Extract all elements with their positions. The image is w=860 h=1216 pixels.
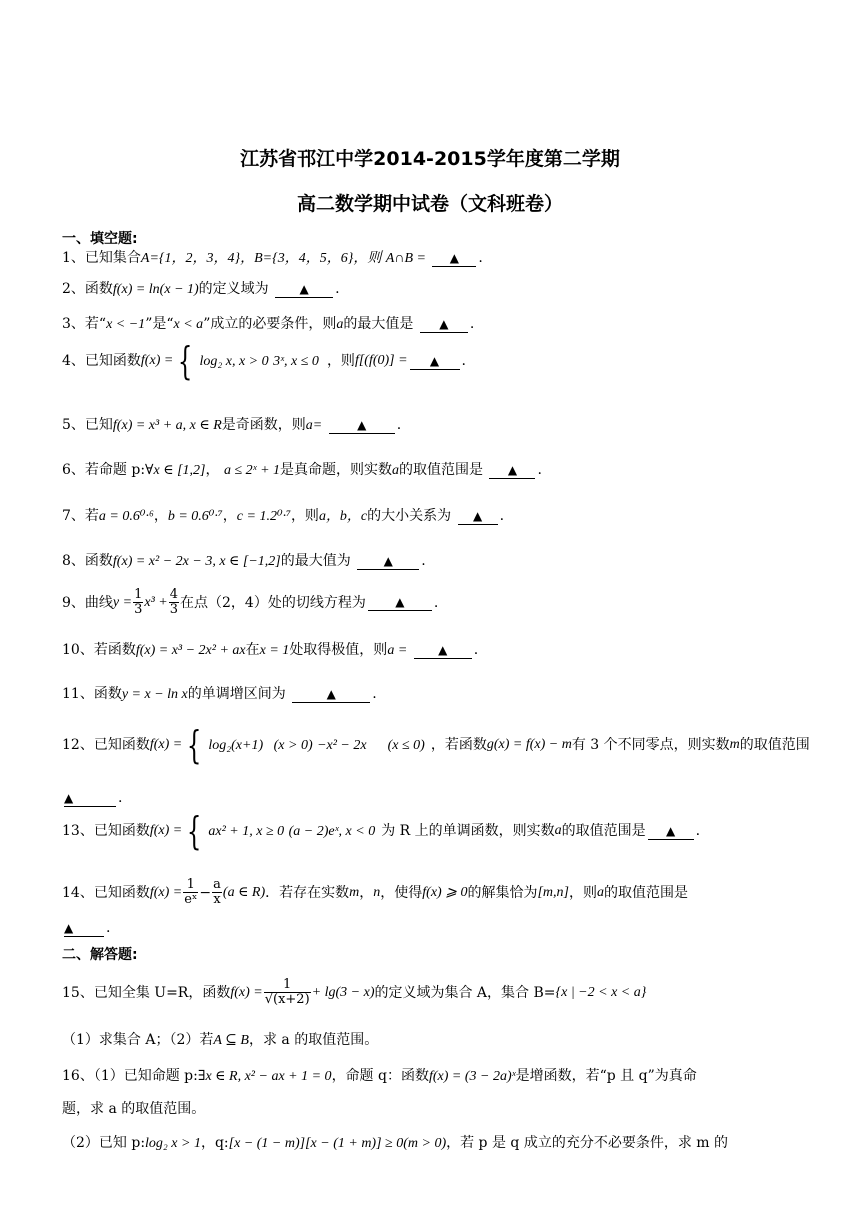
q12-text: 12、已知函数 [62,737,150,753]
q14-ineq: f(x) ⩾ 0 [422,884,468,900]
section-solve: 二、解答题: [62,947,138,963]
q14-text-e: ，则 [568,884,597,901]
answer-blank[interactable] [64,920,104,937]
q12-text-d: 的取值范围 [739,737,810,753]
answer-blank[interactable] [410,353,460,370]
q10-text: 10、若函数 [62,642,136,658]
q16-text-d: 题，求 a 的取值范围。 [62,1101,206,1117]
question-16 [62,1066,802,1087]
q4-func: f(x) = [140,353,174,368]
q3-text-d: 的最大值是 [343,316,414,332]
q3-var: a [336,317,344,332]
blank-triangle: ▲ [439,317,449,331]
question-7: 7、若a = 0.6⁰·⁶，b = 0.6⁰·⁷，c = 1.2⁰·⁷，则a，b，c的大小关系为 ▲ . [62,508,505,524]
q15-frac-den: √(x+2) [264,992,310,1007]
q9-frac2 [169,588,179,617]
exam-title-line2: 高二数学期中试卷（文科班卷） [296,193,563,215]
question-15-parts [62,1030,802,1051]
answer-blank[interactable] [489,462,535,479]
q9-frac1-num: 1 [134,587,143,602]
q9-y: y = [112,594,133,610]
q7-sep1: ， [153,508,168,524]
q14-frac2 [212,878,222,907]
blank-triangle: ▲ [449,251,460,265]
q9-frac1 [133,588,143,617]
blank-triangle: ▲ [299,282,309,296]
answer-blank[interactable] [432,250,476,267]
q4-text-b: ，则 [326,353,355,369]
q5-text: 5、已知 [62,417,113,433]
question-14-cont: ▲ . [64,920,111,936]
q9-line: 9、曲线 y = $\frac{1}{3}$ x³ + $\frac{4}{3}$ 在点（2，4）处的切线方程为 ▲ . [62,587,439,617]
q9-frac1-den: 3 [134,602,143,617]
q5-var: a= [305,418,323,433]
q16-p: log₂ x > 1 [145,1136,201,1151]
q13-text-b: 为 R 上的单调函数，则实数 [381,823,555,839]
q13-cases [208,820,375,843]
blank-triangle: ▲ [472,509,483,523]
question-8: 8、函数f(x) = x² − 2x − 3, x ∈ [−1,2]的最大值为 ▲ . [62,553,426,569]
q14-sep: ， [359,884,374,901]
q12-case2: −x² − 2x (x ≤ 0) [317,737,425,753]
q12-line [62,723,810,767]
exam-title-line1: 江苏省邗江中学2014-2015学年度第二学期 [240,148,620,170]
q13-text-c: 的取值范围是 [561,823,646,839]
q9-text-b: 在点（2，4）处的切线方程为 [180,594,366,611]
q13-func: f(x) = [149,823,183,838]
question-12-cont: ▲ . [64,790,123,806]
q13-case2: (a − 2)eˣ, x < 0 [288,823,376,839]
q9-x3: x³ + [144,594,168,610]
q12-text-c: 有 3 个不同零点，则实数 [571,737,730,753]
q4-cases [199,350,318,373]
q7-text-c: 的大小关系为 [367,508,452,524]
q14-interval: [m,n] [537,884,569,900]
q9-frac2-den: 3 [169,602,179,617]
q15-part-text-b: ，求 a 的取值范围。 [248,1032,379,1048]
q16-text-b: ，命题 q：函数 [331,1068,429,1084]
question-1: 1、已知集合A={1，2，3，4}，B={3，4，5，6}，则 A∩B = ▲ . [62,250,483,266]
q10-point: x = 1 [259,643,290,658]
answer-blank[interactable] [292,686,370,703]
blank-triangle: ▲ [666,823,676,838]
q14-frac1-num: 1 [183,878,198,893]
blank-triangle: ▲ [507,463,518,477]
left-brace-icon: { [187,809,202,853]
q8-func: f(x) = x² − 2x − 3, x ∈ [−1,2] [112,554,281,569]
q7-c: c = 1.2⁰·⁷ [236,509,291,524]
q2-text: 2、函数 [62,281,113,297]
question-16-cont [62,1099,802,1119]
blank-triangle: ▲ [64,791,74,805]
question-14 [62,878,802,907]
q3-cond1: x < −1 [106,317,146,332]
blank-triangle: ▲ [383,554,393,568]
q14-frac2-num: a [213,877,221,892]
q9-frac2-num: 4 [169,587,179,602]
q15-lg: + lg(3 − x) [311,984,375,1000]
answer-blank[interactable] [329,417,395,434]
q1-expr: A∩B = [385,251,426,266]
blank-triangle: ▲ [357,418,367,432]
blank-triangle: ▲ [64,921,74,935]
q11-text: 11、函数 [62,686,122,702]
q13-var: a [554,823,562,838]
question-5: 5、已知f(x) = x³ + a, x ∈ R是奇函数，则a= ▲ . [62,417,402,433]
q15-subset: A ⊆ B [213,1033,249,1048]
q15-func: f(x) = [230,984,263,1000]
q11-func: y = x − ln x [121,687,188,702]
q14-text-d: 的解集恰为 [467,884,538,901]
q3-cond2: x < a [173,317,204,332]
q14-func: f(x) = [149,884,183,900]
q2-func: f(x) = ln(x − 1) [112,282,199,297]
blank-triangle: ▲ [326,687,336,701]
question-13 [62,809,802,853]
q7-b: b = 0.6⁰·⁷ [167,509,223,524]
q6-sep: ， [205,462,220,478]
q15-frac [264,978,311,1007]
question-6: 6、若命题 p:∀x ∈ [1,2]， a ≤ 2ˣ + 1是真命题，则实数a的取值范围是 ▲ . [62,462,542,478]
question-12 [62,723,810,767]
q11-text-b: 的单调增区间为 [187,686,286,702]
q4-case1: log₂ x, x > 0 [199,353,269,369]
q6-var: a [392,463,400,478]
answer-blank[interactable] [368,594,432,611]
q10-var: a = [387,643,408,658]
q16-func: f(x) = (3 − 2a)ˣ [428,1069,516,1084]
q12-text-b: ，若函数 [430,737,487,753]
q5-text-b: 是奇函数，则 [221,417,306,433]
q15-part-text: （1）求集合 A；（2）若 [62,1032,214,1048]
q14-text: 14、已知函数 [62,884,150,901]
blank-triangle: ▲ [438,643,448,657]
q12-case1: log₂(x+1) (x > 0) [208,737,313,753]
question-10: 10、若函数f(x) = x³ − 2x² + ax在x = 1处取得极值，则a = ▲ . [62,642,479,658]
answer-blank[interactable] [275,281,333,298]
q14-m: m [349,884,360,900]
question-9 [62,588,802,617]
q16-prop-p: ∃x ∈ R, x² − ax + 1 = 0 [197,1069,332,1084]
q15-set-b: {x | −2 < x < a} [555,984,647,1000]
left-brace-icon: { [187,723,202,767]
q4-expr: f[(f(0)] = [354,353,408,368]
answer-blank[interactable] [420,316,468,333]
q4-line: 4、已知函数 f(x) = { log₂ x, x > 0 3ˣ, x ≤ 0 ，则 f[(f(0)] = ▲ . [62,339,466,383]
q6-quant: ∀x ∈ [1,2] [145,463,206,478]
q6-ineq: a ≤ 2ˣ + 1 [223,463,281,478]
answer-blank[interactable] [458,508,498,525]
question-16-part2 [62,1133,802,1154]
q7-sep2: ， [222,508,237,524]
q14-minus: − [199,884,212,901]
answer-blank[interactable] [414,642,472,659]
q12-var: m [729,737,740,752]
q3-text: 3、若“ [62,316,107,332]
q12-cases [208,734,424,757]
blank-triangle: ▲ [429,353,440,368]
q16-text-c: 是增函数，若“p 且 q”为真命 [515,1068,697,1084]
answer-blank[interactable] [648,823,694,840]
q14-var: a [596,884,604,900]
q2-text-b: 的定义域为 [198,281,269,297]
q12-func: f(x) = [149,737,183,752]
q14-text-b: ．若存在实数 [265,884,350,901]
q13-line: 13、已知函数 f(x) = { ax² + 1, x ≥ 0 (a − 2)eˣ, x < 0 为 R 上的单调函数，则实数 a 的取值范围是 ▲ . [62,809,701,853]
q6-text: 6、若命题 p: [62,462,146,478]
q9-text: 9、曲线 [62,594,113,611]
q16-q: [x − (1 − m)][x − (1 + m)] ≥ 0(m > 0) [228,1136,447,1151]
section-fill-in: 一、填空题: [62,231,138,247]
q4-text: 4、已知函数 [62,353,141,369]
q14-frac1-den: eˣ [184,892,198,907]
q6-text-c: 的取值范围是 [399,462,484,478]
left-brace-icon: { [178,339,193,383]
answer-blank[interactable] [64,790,116,807]
q16-part2-text: （2）已知 p: [62,1135,146,1151]
question-4 [62,339,802,383]
question-3: 3、若“x < −1”是“x < a”成立的必要条件，则a的最大值是 ▲ . [62,316,475,332]
answer-blank[interactable] [357,553,419,570]
q14-frac1 [183,878,198,907]
q13-case1: ax² + 1, x ≥ 0 [208,823,285,839]
q8-text: 8、函数 [62,553,113,569]
question-11: 11、函数y = x − ln x的单调增区间为 ▲ . [62,686,377,702]
q16-part2-text-b: ，若 p 是 q 成立的充分不必要条件，求 m 的 [446,1135,729,1151]
q14-line [62,878,688,907]
q10-text-c: 处取得极值，则 [289,642,388,658]
q4-case2: 3ˣ, x ≤ 0 [273,353,319,369]
q1-text: 1、已知集合 [62,250,141,266]
q8-text-b: 的最大值为 [280,553,351,569]
q12-g: g(x) = f(x) − m [486,737,572,752]
q16-sep: ，q: [200,1135,229,1151]
q3-text-b: ”是“ [145,316,174,332]
question-2: 2、函数f(x) = ln(x − 1)的定义域为 ▲ . [62,281,340,297]
q1-sets: A={1，2，3，4}，B={3，4，5，6}，则 [140,251,382,266]
q5-func: f(x) = x³ + a, x ∈ R [112,418,222,433]
q14-text-f: 的取值范围是 [603,884,688,901]
q13-text: 13、已知函数 [62,823,150,839]
q14-n: n [373,884,381,900]
q14-domain: (a ∈ R) [222,884,266,900]
q10-func: f(x) = x³ − 2x² + ax [135,643,246,658]
blank-triangle: ▲ [395,595,405,609]
q10-text-b: 在 [245,642,260,658]
q14-text-c: ，使得 [380,884,423,901]
q15-text-b: 的定义域为集合 A，集合 B= [374,984,556,1001]
q15-frac-num: 1 [264,978,311,993]
q15-text: 15、已知全集 U=R，函数 [62,984,231,1001]
q3-text-c: ”成立的必要条件，则 [203,316,337,332]
q7-vars: a，b，c [318,509,368,524]
q7-text-b: ，则 [290,508,319,524]
q16-text: 16、（1）已知命题 p: [62,1068,198,1084]
q15-line [62,978,646,1007]
q14-frac2-den: x [213,892,221,907]
q6-text-b: 是真命题，则实数 [280,462,393,478]
question-15 [62,978,802,1007]
q7-text: 7、若 [62,508,99,524]
q7-a: a = 0.6⁰·⁶ [98,509,154,524]
